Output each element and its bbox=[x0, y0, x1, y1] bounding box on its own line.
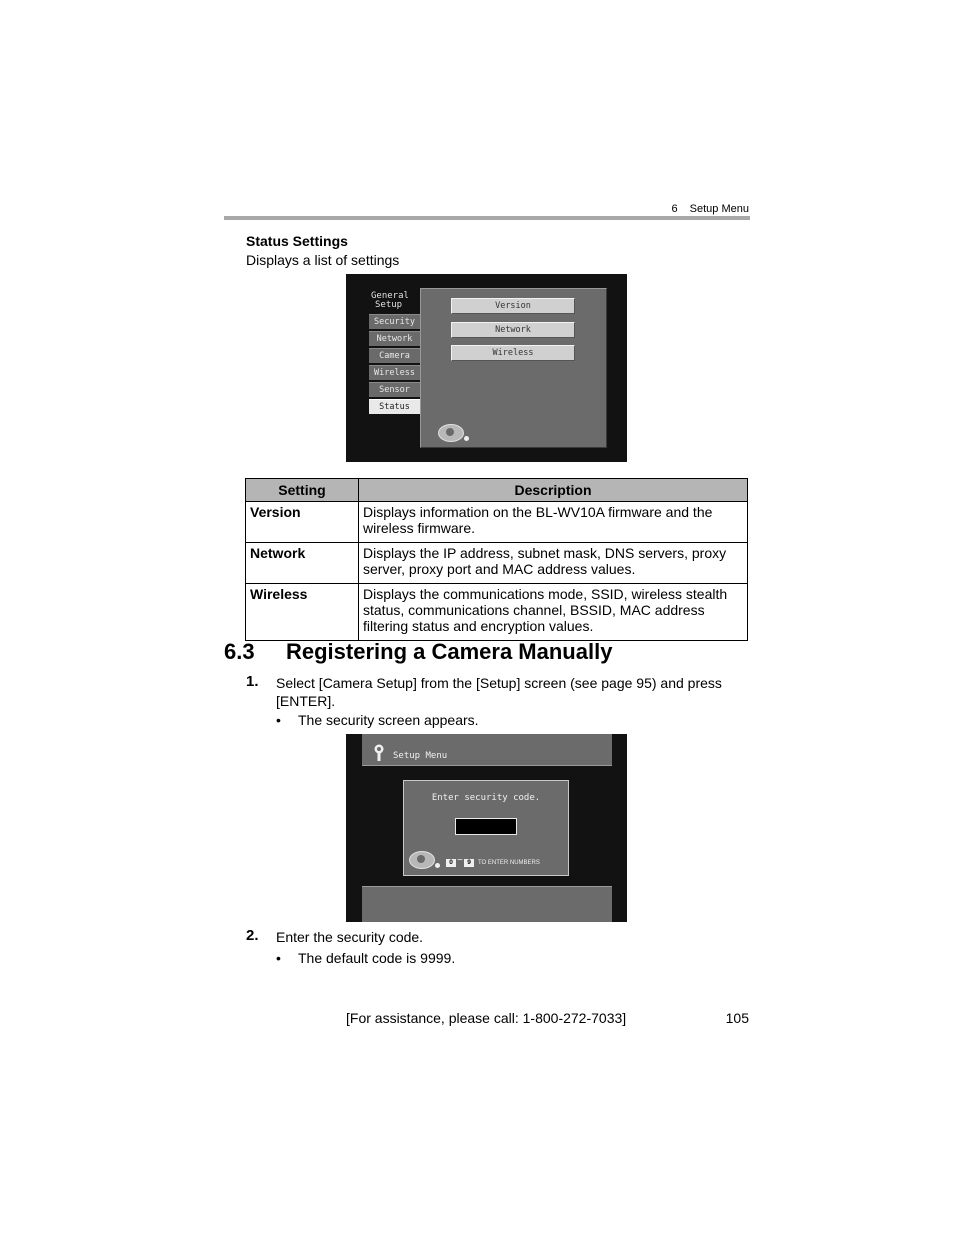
running-header bbox=[224, 203, 749, 215]
step-1-bullet-text: The security screen appears. bbox=[298, 712, 479, 728]
general-setup-title-line1: General bbox=[371, 291, 409, 301]
side-item-wireless[interactable]: Wireless bbox=[369, 365, 420, 380]
enter-numbers-hint: TO ENTER NUMBERS bbox=[478, 860, 540, 866]
assistance-footer: [For assistance, please call: 1-800-272-7033] bbox=[346, 1010, 627, 1026]
step-2-number: 2. bbox=[246, 927, 259, 944]
header-rule bbox=[224, 216, 750, 220]
status-settings-heading: Status Settings bbox=[246, 233, 348, 249]
chapter-title: Setup Menu bbox=[689, 203, 749, 215]
table-row bbox=[246, 543, 748, 584]
key-0: 0 bbox=[446, 859, 456, 867]
side-item-status[interactable]: Status bbox=[369, 399, 420, 414]
setting-name: Network bbox=[246, 543, 359, 584]
section-number: 6.3 bbox=[224, 639, 255, 664]
network-button[interactable]: Network bbox=[451, 322, 575, 338]
version-button[interactable]: Version bbox=[451, 298, 575, 314]
setting-name: Wireless bbox=[246, 584, 359, 641]
setting-description: Displays the communications mode, SSID, wireless stealth status, communications channel, BSSID, MAC address filtering status and encryption values. bbox=[359, 584, 748, 641]
column-header-description: Description bbox=[359, 479, 748, 502]
section-title: Registering a Camera Manually bbox=[286, 639, 613, 664]
security-code-screenshot bbox=[346, 734, 627, 922]
side-item-sensor[interactable]: Sensor bbox=[369, 382, 420, 397]
step-1-text: Select [Camera Setup] from the [Setup] screen (see page 95) and press [ENTER]. bbox=[276, 675, 722, 709]
page-number: 105 bbox=[725, 1010, 749, 1026]
general-setup-title bbox=[371, 292, 409, 310]
side-item-network[interactable]: Network bbox=[369, 331, 420, 346]
setup-menu-bar bbox=[362, 734, 612, 766]
wireless-button[interactable]: Wireless bbox=[451, 345, 575, 361]
setting-description: Displays information on the BL-WV10A firmware and the wireless firmware. bbox=[359, 502, 748, 543]
step-2-text: Enter the security code. bbox=[276, 929, 424, 945]
general-setup-title-line2: Setup bbox=[375, 300, 403, 310]
status-settings-description: Displays a list of settings bbox=[246, 252, 400, 268]
status-settings-screenshot bbox=[346, 274, 627, 462]
key-range-tilde: ~ bbox=[457, 855, 463, 866]
security-code-prompt: Enter security code. bbox=[431, 793, 541, 803]
setup-wrench-icon bbox=[372, 744, 386, 762]
setting-description: Displays the IP address, subnet mask, DNS servers, proxy server, proxy port and MAC address values. bbox=[359, 543, 748, 584]
step-2-bullet-text: The default code is 9999. bbox=[298, 950, 456, 966]
chapter-number: 6 bbox=[671, 203, 678, 215]
column-header-setting: Setting bbox=[246, 479, 359, 502]
table-row bbox=[246, 584, 748, 641]
step-2-bullet-marker: • bbox=[276, 950, 281, 966]
key-9: 9 bbox=[464, 859, 474, 867]
setup-menu-title: Setup Menu bbox=[393, 751, 448, 761]
table-row bbox=[246, 502, 748, 543]
side-item-camera[interactable]: Camera bbox=[369, 348, 420, 363]
step-1-bullet-marker: • bbox=[276, 712, 281, 728]
table-header-row bbox=[246, 479, 748, 502]
bottom-bar bbox=[362, 886, 612, 922]
step-1-number: 1. bbox=[246, 673, 259, 690]
setting-name: Version bbox=[246, 502, 359, 543]
security-code-input[interactable] bbox=[455, 818, 517, 835]
security-code-dialog bbox=[403, 780, 569, 876]
status-settings-table bbox=[245, 478, 748, 641]
side-item-security[interactable]: Security bbox=[369, 314, 420, 329]
